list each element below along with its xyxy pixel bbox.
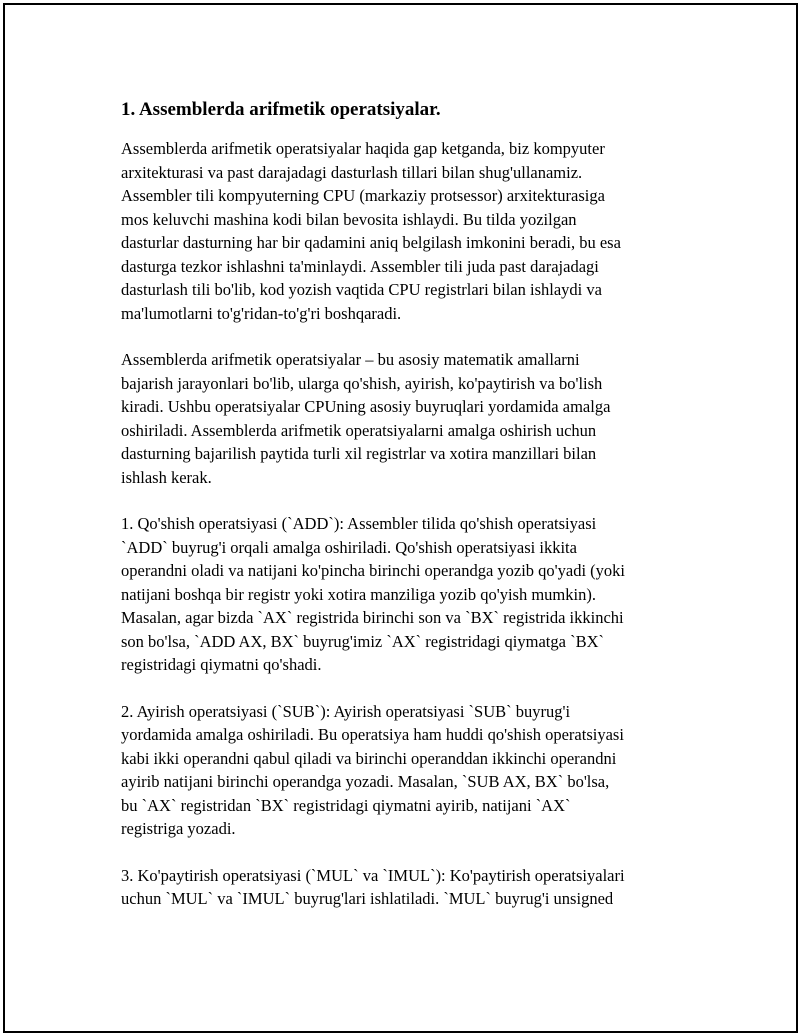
paragraph-line: kabi ikki operandni qabul qiladi va birinchi operanddan ikkinchi operandni	[121, 748, 617, 768]
paragraph-line: bu `AX` registridan `BX` registridagi qiymatni ayirib, natijani `AX`	[121, 795, 571, 815]
paragraph	[121, 512, 701, 677]
paragraph-line: `ADD` buyrug'i orqali amalga oshiriladi. Qo'shish operatsiyasi ikkita	[121, 537, 577, 557]
paragraph	[121, 864, 701, 911]
paragraph-line: Masalan, agar bizda `AX` registrida birinchi son va `BX` registrida ikkinchi	[121, 608, 624, 627]
paragraph-line: dasturga tezkor ishlashni ta'minlaydi. Assembler tili juda past darajadagi	[121, 256, 599, 276]
document-body	[121, 98, 701, 934]
paragraph-line: ayirib natijani birinchi operandga yozadi. Masalan, `SUB AX, BX` bo'lsa,	[121, 772, 610, 791]
paragraph-line: 3. Ko'paytirish operatsiyasi (`MUL` va `IMUL`): Ko'paytirish operatsiyalari	[121, 865, 625, 885]
paragraph-line: Assemblerda arifmetik operatsiyalar – bu asosiy matematik amallarni	[121, 350, 580, 369]
paragraph-line: arxitekturasi va past darajadagi dasturlash tillari bilan shug'ullanamiz.	[121, 162, 583, 182]
paragraph	[121, 137, 701, 325]
paragraph-line: yordamida amalga oshiriladi. Bu operatsiya ham huddi qo'shish operatsiyasi	[121, 725, 624, 744]
paragraph-line: ma'lumotlarni to'g'ridan-to'g'ri boshqaradi.	[121, 303, 402, 323]
paragraph-line: kiradi. Ushbu operatsiyalar CPUning asosiy buyruqlari yordamida amalga	[121, 397, 611, 416]
paragraph-list	[121, 137, 701, 911]
paragraph-line: Assembler tili kompyuterning CPU (markaziy protsessor) arxitekturasiga	[121, 186, 605, 205]
paragraph-line: dasturlash tili bo'lib, kod yozish vaqtida CPU registrlari bilan ishlaydi va	[121, 280, 602, 299]
document-page	[3, 3, 798, 1033]
paragraph-line: ishlash kerak.	[121, 467, 212, 487]
paragraph-line: registridagi qiymatni qo'shadi.	[121, 655, 322, 674]
paragraph	[121, 348, 701, 489]
paragraph-line: 1. Qo'shish operatsiyasi (`ADD`): Assembler tilida qo'shish operatsiyasi	[121, 514, 597, 533]
paragraph	[121, 700, 701, 841]
paragraph-line: oshiriladi. Assemblerda arifmetik operatsiyalarni amalga oshirish uchun	[121, 420, 597, 440]
paragraph-line: dasturning bajarilish paytida turli xil registrlar va xotira manzillari bilan	[121, 444, 597, 463]
document-title: 1. Assemblerda arifmetik operatsiyalar.	[121, 99, 441, 120]
paragraph-line: natijani boshqa bir registr yoki xotira manziliga yozib qo'yish mumkin).	[121, 584, 596, 604]
paragraph-line: bajarish jarayonlari bo'lib, ularga qo'shish, ayirish, ko'paytirish va bo'lish	[121, 373, 603, 393]
paragraph-line: son bo'lsa, `ADD AX, BX` buyrug'imiz `AX` registridagi qiymatga `BX`	[121, 631, 604, 651]
paragraph-line: registriga yozadi.	[121, 819, 236, 838]
paragraph-line: mos keluvchi mashina kodi bilan bevosita ishlaydi. Bu tilda yozilgan	[121, 209, 577, 229]
paragraph-line: dasturlar dasturning har bir qadamini aniq belgilash imkonini beradi, bu esa	[121, 233, 621, 252]
paragraph-line: operandni oladi va natijani ko'pincha birinchi operandga yozib qo'yadi (yoki	[121, 561, 626, 580]
paragraph-line: 2. Ayirish operatsiyasi (`SUB`): Ayirish operatsiyasi `SUB` buyrug'i	[121, 701, 571, 721]
paragraph-line: uchun `MUL` va `IMUL` buyrug'lari ishlatiladi. `MUL` buyrug'i unsigned	[121, 889, 614, 908]
paragraph-line: Assemblerda arifmetik operatsiyalar haqida gap ketganda, biz kompyuter	[121, 139, 605, 158]
